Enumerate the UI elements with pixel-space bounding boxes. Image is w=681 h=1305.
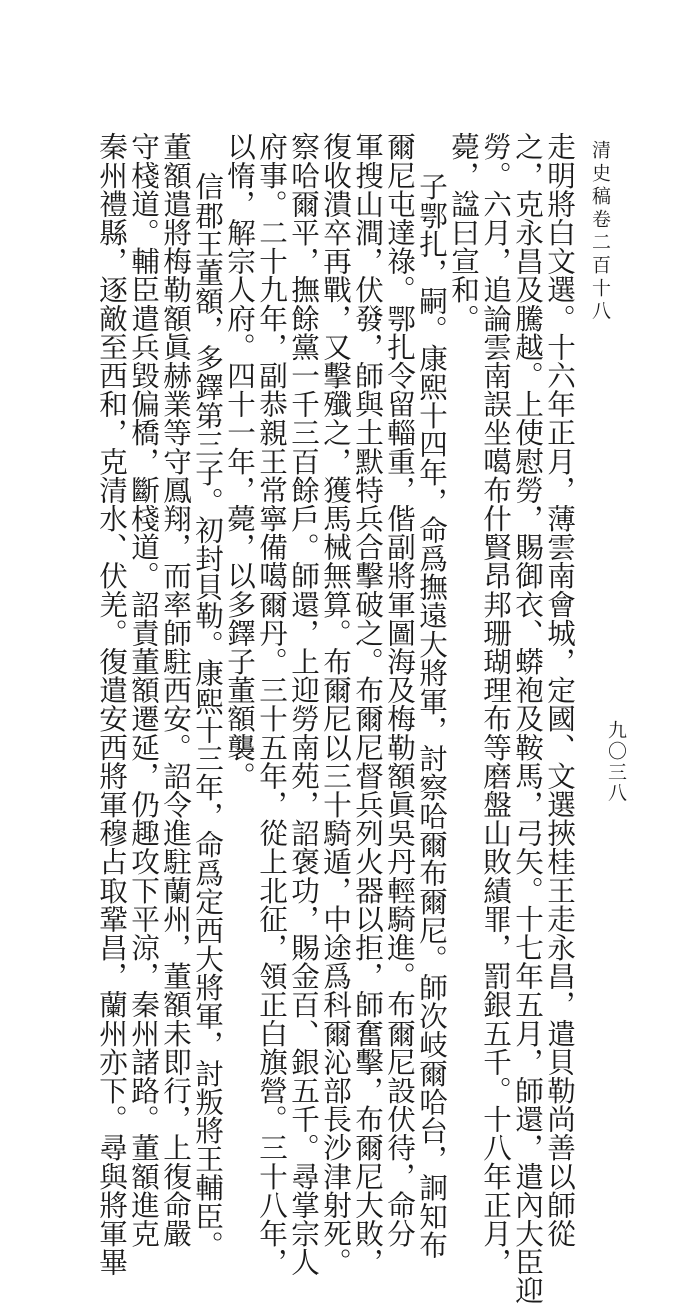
text-column-1: 走明將白文選。十六年正月，薄雲南會城，定國、文選挾桂王走永昌，遣貝勒尚善以師從 [543,132,577,1248]
text-column-8: 復收潰卒再戰，又擊殲之，獲馬械無算。布爾尼以三十騎遁，中途爲科爾沁部長沙津射死。 [319,132,353,1276]
text-column-5: 子鄂扎，嗣。康熙十四年，命爲撫遠大將軍，討察哈爾布爾尼。師次岐爾哈台，詗知布 [415,172,449,1259]
running-title: 清史稿卷二百十八 [589,140,611,324]
text-column-13: 董額遣將梅勒額眞赫業等守鳳翔，而率師駐西安。詔令進駐蘭州，董額未即行，上復命嚴 [159,132,193,1248]
text-column-10: 府事。二十九年，副恭親王常寧備噶爾丹。三十五年，從上北征，領正白旗營。三十八年， [255,132,289,1276]
text-column-9: 察哈爾平，撫餘黨一千三百餘戶。師還，上迎勞南苑，詔褒功，賜金百、銀五千。尋掌宗人 [287,132,321,1276]
text-column-6: 爾尼屯達祿。鄂扎令留輜重，偕副將軍圖海及梅勒額眞吳丹輕騎進。布爾尼設伏待，命分 [383,132,417,1248]
text-column-2: 之，克永昌及騰越。上使慰勞，賜御衣、蟒袍及鞍馬，弓矢。十七年五月，師還，遣內大臣迎 [511,132,545,1305]
text-column-7: 軍搜山澗，伏發，師與土默特兵合擊破之。布爾尼督兵列火器以拒，師奮擊，布爾尼大敗， [351,132,385,1276]
text-column-11: 以惰，解宗人府。四十一年，薨，以多鐸子董額襲。 [223,132,257,790]
text-column-3: 勞。六月，追論雲南誤坐噶布什賢昂邦珊瑚理布等磨盤山敗績罪，罰銀五千。十八年正月， [479,132,513,1276]
text-column-15: 秦州禮縣，逐敵至西和，克清水、伏羌。復遣安西將軍穆占取鞏昌，蘭州亦下。尋與將軍畢 [95,132,129,1276]
page-number: 九〇三八 [605,720,627,804]
text-column-12: 信郡王董額，多鐸第三子。初封貝勒。康熙十三年，命爲定西大將軍，討叛將王輔臣。 [191,172,225,1259]
text-column-4: 薨，諡曰宣和。 [447,132,481,333]
text-column-14: 守棧道。輔臣遣兵毀偏橋，斷棧道。詔責董額遷延，仍趣攻下平涼，秦州諸路。董額進克 [127,132,161,1248]
